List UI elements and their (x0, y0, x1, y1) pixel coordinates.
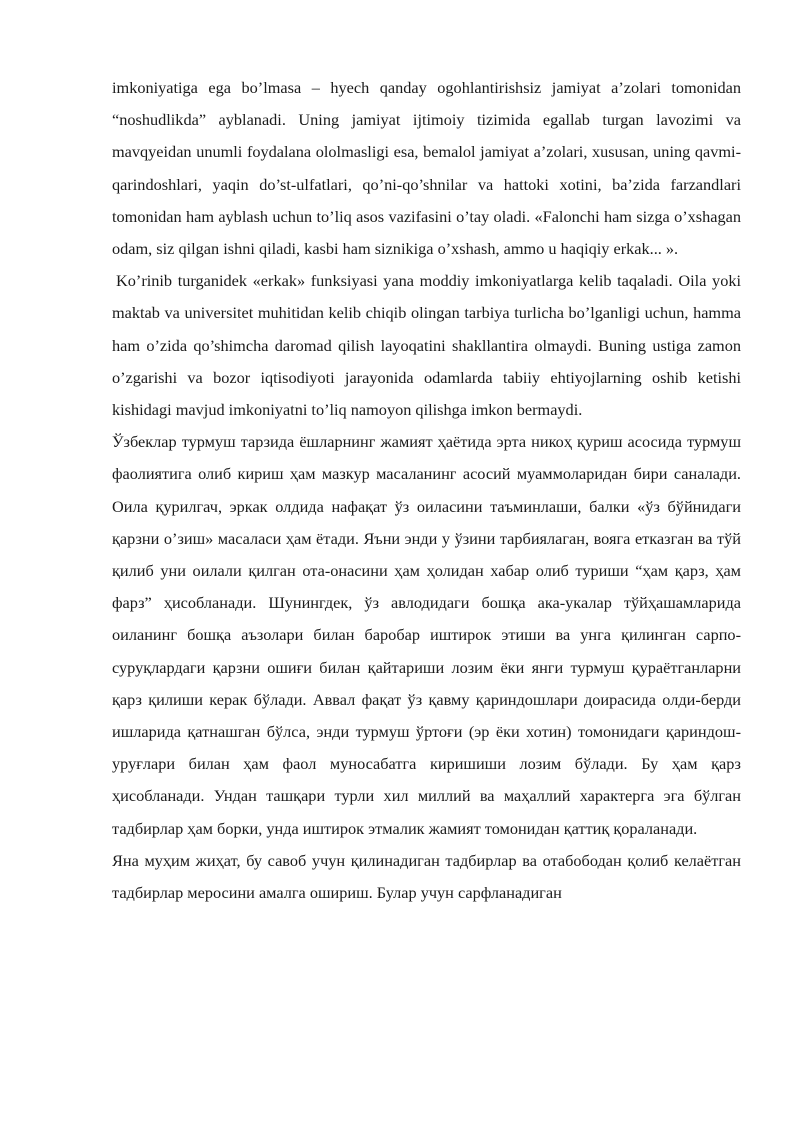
paragraph-4: Яна муҳим жиҳат, бу савоб учун қилинадиган тадбирлар ва отабободан қолиб келаётган тадбирлар меросини амалга ошириш. Булар учун сарфланадиган (112, 850, 741, 903)
paragraph-1: imkoniyatiga ega bo’lmasa – hyech qanday ogohlantirishsiz jamiyat a’zolari tomonidan “noshudlikda” ayblanadi. Uning jamiyat ijtimoiy tizimida egallab turgan lavozimi va mavqyeidan unumli foydalana ololmasligi esa, bemalol jamiyat a’zolari, xususan, uning qavmi-qarindoshlari, yaqin do’st-ulfatlari, qo’ni-qo’shnilar va hattoki xotini, ba’zida farzandlari tomonidan ham ayblash uchun to’liq asos vazifasini o’tay oladi. «Falonchi ham sizga o’xshagan odam, siz qilgan ishni qiladi, kasbi ham siznikiga o’xshash, ammo u haqiqiy erkak... ». (112, 78, 741, 259)
paragraph-3: Ўзбеклар турмуш тарзида ёшларнинг жамият ҳаётида эрта никоҳ қуриш асосида турмуш фаолиятига олиб кириш ҳам мазкур масаланинг асосий муаммоларидан бири саналади. Оила қурилгач, эркак олдида нафақат ўз оиласини таъминлаши, балки «ўз бўйнидаги қарзни о’зиш» масаласи ҳам ётади. Яъни энди у ўзини тарбиялаган, вояга етказган ва тўй қилиб уни оилали қилган ота-онасини ҳам ҳолидан хабар олиб туриши “ҳам қарз, ҳам фарз” ҳисобланади. Шунингдек, ўз авлодидаги бошқа ака-укалар тўйҳашамларида оиланинг бошқа аъзолари билан баробар иштирок этиши ва унга қилинган сарпо-суруқлардаги қарзни ошиғи билан қайтариши лозим ёки янги турмуш қураётганларни қарз қилиши керак бўлади. Аввал фақат ўз қавму қариндошлари доирасида олди-берди ишларида қатнашган бўлса, энди турмуш ўртоғи (эр ёки хотин) томонидаги қариндош-уруғлари билан ҳам фаол муносабатга киришиши лозим бўлади. Бу ҳам қарз ҳисобланади. Ундан ташқари турли хил миллий ва маҳаллий характерга эга бўлган тадбирлар ҳам борки, унда иштирок этмалик жамият томонидан қаттиқ қораланади. (112, 432, 741, 838)
document-page (112, 72, 741, 909)
paragraph-2: Ko’rinib turganidek «erkak» funksiyasi yana moddiy imkoniyatlarga kelib taqaladi. Oila yoki maktab va universitet muhitidan kelib chiqib olingan tarbiya turlicha bo’lganligi uchun, hamma ham o’zida qo’shimcha daromad qilish layoqatini shakllantira olmaydi. Buning ustiga zamon o’zgarishi va bozor iqtisodiyoti jarayonida odamlarda tabiiy ehtiyojlarning oshib ketishi kishidagi mavjud imkoniyatni to’liq namoyon qilishga imkon bermaydi. (112, 271, 741, 420)
